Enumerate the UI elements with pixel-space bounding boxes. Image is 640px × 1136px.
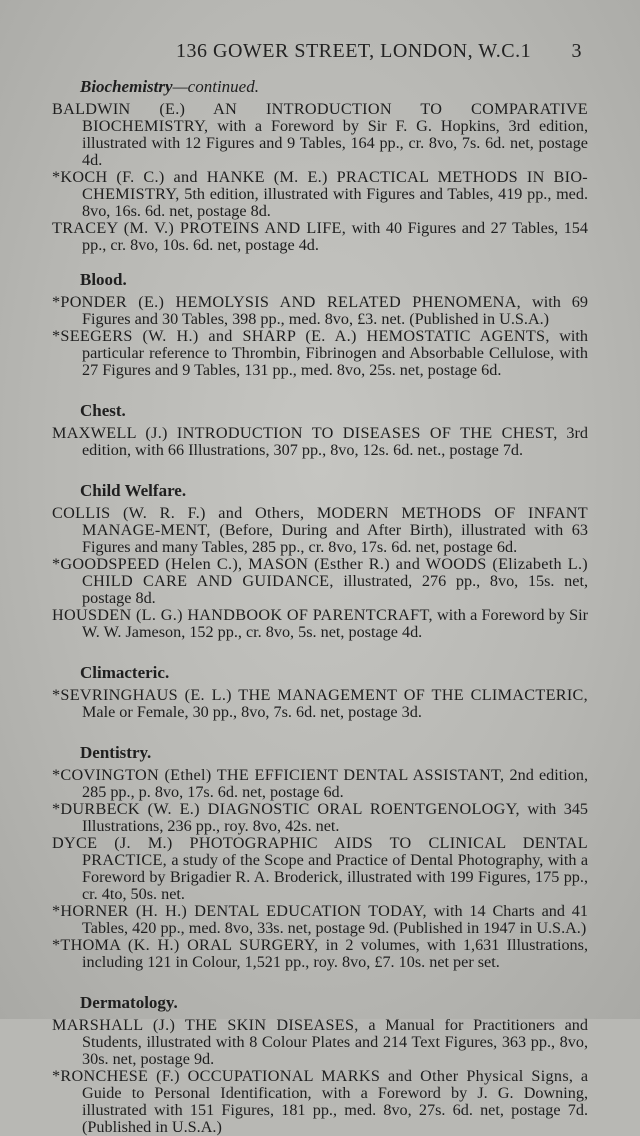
catalogue-entry: *SEVRINGHAUS (E. L.) THE MANAGEMENT OF THE CLIMACTERIC, Male or Female, 30 pp., 8vo, 7s. 6d. net, postage 3d. (52, 686, 588, 721)
catalogue-entry: MARSHALL (J.) THE SKIN DISEASES, a Manual for Practitioners and Students, illustrated with 8 Colour Plates and 214 Text Figures, 363 pp., 8vo, 30s. net, postage 9d. (52, 1016, 588, 1068)
catalogue-entry: *COVINGTON (Ethel) THE EFFICIENT DENTAL ASSISTANT, 2nd edition, 285 pp., p. 8vo, 17s. 6d. net, postage 6d. (52, 766, 588, 801)
section-heading: Child Welfare. (80, 481, 187, 500)
publisher-address: 136 GOWER STREET, LONDON, W.C.1 (176, 40, 532, 62)
catalogue-entry: *PONDER (E.) HEMOLYSIS AND RELATED PHENOMENA, with 69 Figures and 30 Tables, 398 pp., med. 8vo, £3. net. (Published in U.S.A.) (52, 293, 588, 328)
section-heading: Climacteric. (80, 663, 170, 682)
page-header (52, 40, 588, 63)
catalogue-entry: *SEEGERS (W. H.) and SHARP (E. A.) HEMOSTATIC AGENTS, with particular reference to Thrombin, Fibrinogen and Absorbable Cellulose, with 27 Figures and 9 Tables, 131 pp., med. 8vo, 25s. net, postage 6d. (52, 327, 589, 379)
catalogue-entry: TRACEY (M. V.) PROTEINS AND LIFE, with 40 Figures and 27 Tables, 154 pp., cr. 8vo, 10s. 6d. net, postage 4d. (52, 219, 588, 254)
catalogue-entry: COLLIS (W. R. F.) and Others, MODERN METHODS OF INFANT MANAGE-MENT, (Before, During and After Birth), illustrated with 63 Figures and many Tables, 285 pp., cr. 8vo, 17s. 6d. net, postage 6d. (52, 504, 588, 556)
section-heading: Blood. (80, 270, 127, 289)
catalogue-entry: MAXWELL (J.) INTRODUCTION TO DISEASES OF THE CHEST, 3rd edition, with 66 Illustrations, 307 pp., 8vo, 12s. 6d. net., postage 7d. (52, 424, 589, 459)
catalogue-entry: *HORNER (H. H.) DENTAL EDUCATION TODAY, with 14 Charts and 41 Tables, 420 pp., med. 8vo, 33s. net, postage 9d. (Published in 1947 in U.S.A.) (52, 902, 588, 937)
section-heading: Dermatology. (80, 993, 178, 1012)
catalogue-entry: DYCE (J. M.) PHOTOGRAPHIC AIDS TO CLINICAL DENTAL PRACTICE, a study of the Scope and Practice of Dental Photography, with a Foreword by Brigadier R. A. Broderick, illustrated with 199 Figures, 175 pp., cr. 4to, 50s. net. (52, 834, 588, 903)
catalogue-entry: *GOODSPEED (Helen C.), MASON (Esther R.) and WOODS (Elizabeth L.) CHILD CARE AND GUIDANCE, illustrated, 276 pp., 8vo, 15s. net, postage 8d. (52, 555, 589, 607)
catalogue-entry: *THOMA (K. H.) ORAL SURGERY, in 2 volumes, with 1,631 Illustrations, including 121 in Colour, 1,521 pp., roy. 8vo, £7. 10s. net per set. (52, 936, 588, 971)
catalogue-entry: BALDWIN (E.) AN INTRODUCTION TO COMPARATIVE BIOCHEMISTRY, with a Foreword by Sir F. G. Hopkins, 3rd edition, illustrated with 12 Figures and 9 Tables, 164 pp., cr. 8vo, 7s. 6d. net, postage 4d. (52, 100, 588, 169)
section-heading: Dentistry. (80, 743, 152, 762)
page-number: 3 (571, 40, 582, 62)
catalogue-entry: *KOCH (F. C.) and HANKE (M. E.) PRACTICAL METHODS IN BIO-CHEMISTRY, 5th edition, illustrated with Figures and Tables, 419 pp., med. 8vo, 16s. 6d. net, postage 8d. (52, 168, 588, 220)
section-heading: Chest. (80, 401, 126, 420)
catalogue-entry: *DURBECK (W. E.) DIAGNOSTIC ORAL ROENTGENOLOGY, with 345 Illustrations, 236 pp., roy. 8vo, 42s. net. (52, 800, 589, 835)
catalogue-entry: HOUSDEN (L. G.) HANDBOOK OF PARENTCRAFT, with a Foreword by Sir W. W. Jameson, 152 pp., cr. 8vo, 5s. net, postage 4d. (52, 606, 588, 641)
section-heading: Biochemistry—continued. (80, 77, 259, 96)
catalogue-entry: *RONCHESE (F.) OCCUPATIONAL MARKS and Other Physical Signs, a Guide to Personal Identification, with a Foreword by J. G. Downing, illustrated with 151 Figures, 181 pp., med. 8vo, 27s. 6d. net, postage 7d. (Published in U.S.A.) (52, 1067, 589, 1136)
